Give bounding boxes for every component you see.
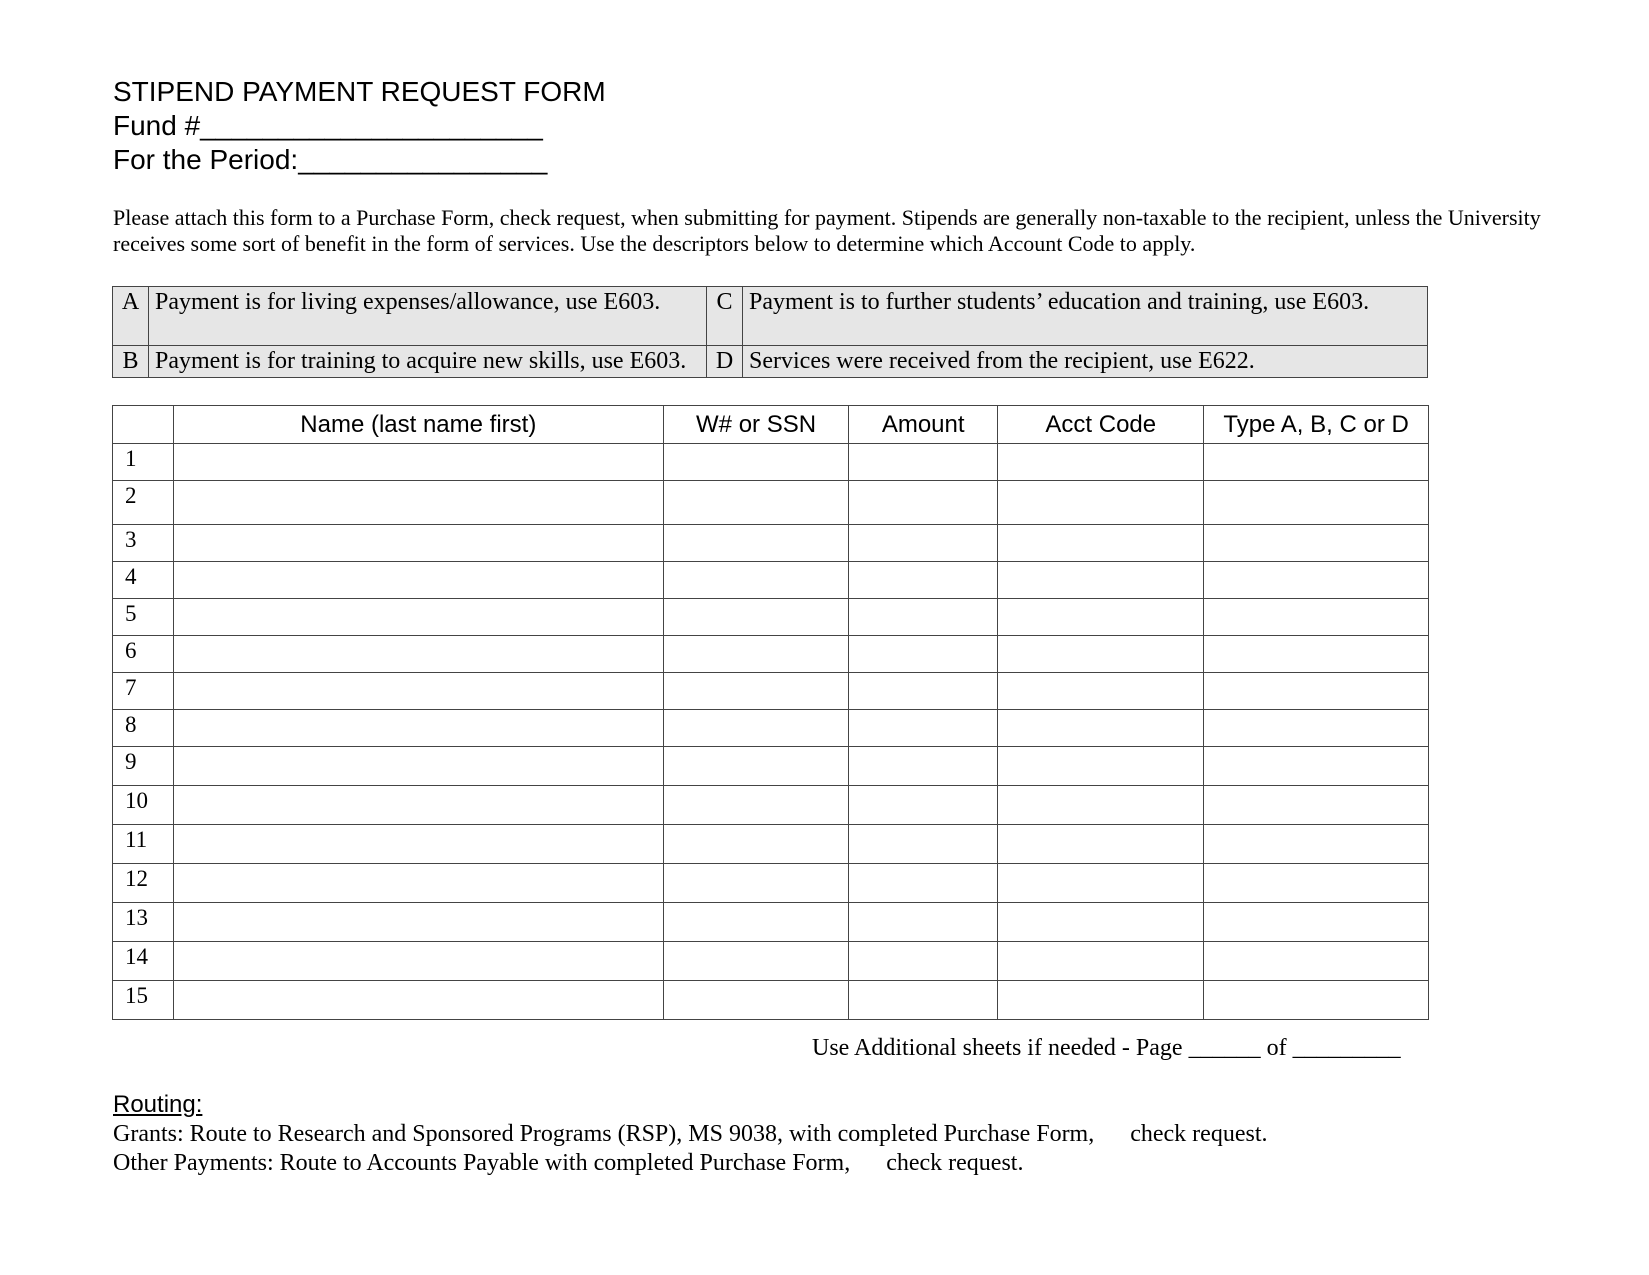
- acct-code-cell[interactable]: [998, 710, 1204, 747]
- row-number: 5: [113, 599, 174, 636]
- acct-code-cell[interactable]: [998, 673, 1204, 710]
- type-cell[interactable]: [1204, 562, 1429, 599]
- row-number: 10: [113, 786, 174, 825]
- id-cell[interactable]: [663, 673, 848, 710]
- type-cell[interactable]: [1204, 903, 1429, 942]
- row-number: 4: [113, 562, 174, 599]
- header-id: W# or SSN: [663, 406, 848, 444]
- descriptor-row: [113, 287, 1428, 346]
- descriptor-text-a: Payment is for living expenses/allowance, use E603.: [149, 287, 707, 346]
- acct-code-cell[interactable]: [998, 562, 1204, 599]
- row-number: 3: [113, 525, 174, 562]
- amount-cell[interactable]: [849, 481, 998, 525]
- id-cell[interactable]: [663, 599, 848, 636]
- header-name: Name (last name first): [173, 406, 663, 444]
- type-cell[interactable]: [1204, 599, 1429, 636]
- type-cell[interactable]: [1204, 942, 1429, 981]
- type-cell[interactable]: [1204, 864, 1429, 903]
- routing-heading: Routing:: [113, 1091, 203, 1118]
- descriptor-text-b: Payment is for training to acquire new skills, use E603.: [149, 346, 707, 378]
- table-row: [113, 636, 1429, 673]
- row-number: 8: [113, 710, 174, 747]
- type-cell[interactable]: [1204, 710, 1429, 747]
- name-cell[interactable]: [173, 981, 663, 1020]
- acct-code-cell[interactable]: [998, 636, 1204, 673]
- type-cell[interactable]: [1204, 825, 1429, 864]
- type-cell[interactable]: [1204, 481, 1429, 525]
- amount-cell[interactable]: [849, 525, 998, 562]
- amount-cell[interactable]: [849, 786, 998, 825]
- type-cell[interactable]: [1204, 786, 1429, 825]
- table-row: [113, 481, 1429, 525]
- acct-code-cell[interactable]: [998, 481, 1204, 525]
- name-cell[interactable]: [173, 444, 663, 481]
- table-row: [113, 825, 1429, 864]
- acct-code-cell[interactable]: [998, 747, 1204, 786]
- name-cell[interactable]: [173, 942, 663, 981]
- id-cell[interactable]: [663, 562, 848, 599]
- amount-cell[interactable]: [849, 444, 998, 481]
- acct-code-cell[interactable]: [998, 864, 1204, 903]
- header-acct-code: Acct Code: [998, 406, 1204, 444]
- acct-code-cell[interactable]: [998, 981, 1204, 1020]
- payee-table: [112, 405, 1429, 1020]
- name-cell[interactable]: [173, 525, 663, 562]
- amount-cell[interactable]: [849, 903, 998, 942]
- fund-number-field[interactable]: Fund #______________________: [113, 110, 543, 141]
- acct-code-cell[interactable]: [998, 825, 1204, 864]
- row-number: 6: [113, 636, 174, 673]
- type-cell[interactable]: [1204, 636, 1429, 673]
- descriptor-table: [112, 286, 1428, 378]
- name-cell[interactable]: [173, 747, 663, 786]
- amount-cell[interactable]: [849, 636, 998, 673]
- amount-cell[interactable]: [849, 562, 998, 599]
- name-cell[interactable]: [173, 786, 663, 825]
- form-title: STIPEND PAYMENT REQUEST FORM: [113, 76, 606, 107]
- amount-cell[interactable]: [849, 673, 998, 710]
- descriptor-letter-a: A: [113, 287, 149, 346]
- id-cell[interactable]: [663, 903, 848, 942]
- table-row: [113, 673, 1429, 710]
- table-row: [113, 864, 1429, 903]
- id-cell[interactable]: [663, 825, 848, 864]
- header-row: [113, 406, 1429, 444]
- id-cell[interactable]: [663, 747, 848, 786]
- id-cell[interactable]: [663, 981, 848, 1020]
- type-cell[interactable]: [1204, 747, 1429, 786]
- type-cell[interactable]: [1204, 525, 1429, 562]
- name-cell[interactable]: [173, 710, 663, 747]
- type-cell[interactable]: [1204, 673, 1429, 710]
- row-number: 13: [113, 903, 174, 942]
- amount-cell[interactable]: [849, 747, 998, 786]
- row-number: 2: [113, 481, 174, 525]
- name-cell[interactable]: [173, 636, 663, 673]
- table-row: [113, 562, 1429, 599]
- table-row: [113, 942, 1429, 981]
- table-row: [113, 903, 1429, 942]
- row-number: 12: [113, 864, 174, 903]
- amount-cell[interactable]: [849, 825, 998, 864]
- amount-cell[interactable]: [849, 981, 998, 1020]
- table-row: [113, 710, 1429, 747]
- amount-cell[interactable]: [849, 942, 998, 981]
- table-row: [113, 747, 1429, 786]
- id-cell[interactable]: [663, 481, 848, 525]
- row-number: 9: [113, 747, 174, 786]
- name-cell[interactable]: [173, 825, 663, 864]
- name-cell[interactable]: [173, 599, 663, 636]
- descriptor-letter-d: D: [707, 346, 743, 378]
- id-cell[interactable]: [663, 525, 848, 562]
- amount-cell[interactable]: [849, 864, 998, 903]
- table-row: [113, 599, 1429, 636]
- table-row: [113, 525, 1429, 562]
- descriptor-row: [113, 346, 1428, 378]
- id-cell[interactable]: [663, 636, 848, 673]
- additional-sheets-note: Use Additional sheets if needed - Page ______ of _________: [812, 1035, 1401, 1061]
- acct-code-cell[interactable]: [998, 599, 1204, 636]
- row-number: 15: [113, 981, 174, 1020]
- id-cell[interactable]: [663, 786, 848, 825]
- descriptor-letter-b: B: [113, 346, 149, 378]
- descriptor-text-d: Services were received from the recipient, use E622.: [743, 346, 1428, 378]
- acct-code-cell[interactable]: [998, 942, 1204, 981]
- name-cell[interactable]: [173, 673, 663, 710]
- amount-cell[interactable]: [849, 710, 998, 747]
- table-row: [113, 981, 1429, 1020]
- row-number: 1: [113, 444, 174, 481]
- id-cell[interactable]: [663, 444, 848, 481]
- instructions-text: Please attach this form to a Purchase Form, check request, when submitting for payment. Stipends are generally non-taxable to the recipient, unless the University receives some sort of benefit in the form of services. Use the descriptors below to determine which Account Code to apply.: [113, 205, 1541, 256]
- table-row: [113, 786, 1429, 825]
- type-cell[interactable]: [1204, 981, 1429, 1020]
- acct-code-cell[interactable]: [998, 525, 1204, 562]
- id-cell[interactable]: [663, 942, 848, 981]
- row-number: 14: [113, 942, 174, 981]
- table-row: [113, 444, 1429, 481]
- row-number: 7: [113, 673, 174, 710]
- descriptor-letter-c: C: [707, 287, 743, 346]
- routing-grants: Grants: Route to Research and Sponsored Programs (RSP), MS 9038, with completed Purchase Form, check request.: [113, 1121, 1268, 1147]
- name-cell[interactable]: [173, 562, 663, 599]
- descriptor-text-c: Payment is to further students’ education and training, use E603.: [743, 287, 1428, 346]
- id-cell[interactable]: [663, 710, 848, 747]
- type-cell[interactable]: [1204, 444, 1429, 481]
- acct-code-cell[interactable]: [998, 444, 1204, 481]
- name-cell[interactable]: [173, 864, 663, 903]
- routing-other: Other Payments: Route to Accounts Payable with completed Purchase Form, check request.: [113, 1150, 1024, 1176]
- header-row-number: [113, 406, 174, 444]
- name-cell[interactable]: [173, 481, 663, 525]
- header-type: Type A, B, C or D: [1204, 406, 1429, 444]
- id-cell[interactable]: [663, 864, 848, 903]
- amount-cell[interactable]: [849, 599, 998, 636]
- name-cell[interactable]: [173, 903, 663, 942]
- row-number: 11: [113, 825, 174, 864]
- header-amount: Amount: [849, 406, 998, 444]
- acct-code-cell[interactable]: [998, 903, 1204, 942]
- period-field[interactable]: For the Period:________________: [113, 144, 548, 175]
- acct-code-cell[interactable]: [998, 786, 1204, 825]
